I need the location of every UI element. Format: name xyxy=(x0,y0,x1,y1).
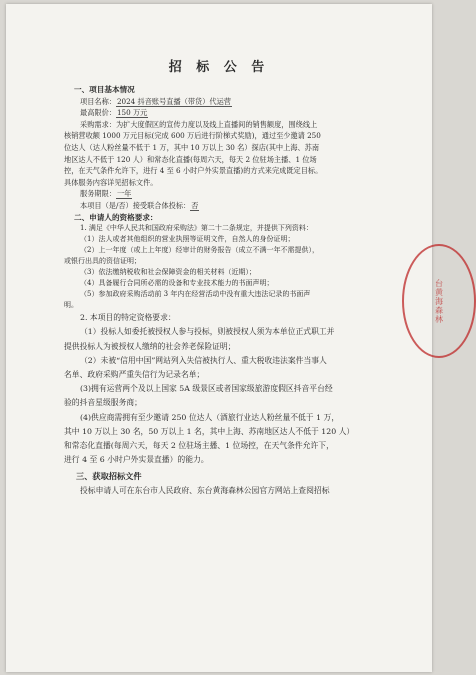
section-3-heading: 三、获取招标文件 xyxy=(76,471,142,482)
qualification-line: 验的抖音星级服务商； xyxy=(64,398,142,408)
qualification-line: （2）上一年度（或上上年度）经审计的财务报告（成立不满一年不需提供）， xyxy=(80,246,319,255)
section-1-heading: 一、项目基本情况 xyxy=(74,85,135,94)
specific-requirements xyxy=(64,311,418,498)
qualification-line: （3）依法缴纳税收和社会保障资金的相关材料（近期）； xyxy=(80,268,256,277)
service-period-line xyxy=(64,188,418,200)
qualification-line: （4）具备履行合同所必需的设备和专业技术能力的书面声明； xyxy=(80,279,274,288)
qualification-line: 进行 4 至 6 小时户外实景直播）的能力。 xyxy=(64,455,209,465)
consortium-label: 本项目（是/否）接受联合体投标： xyxy=(80,200,191,210)
document-page xyxy=(6,4,444,672)
section-2-heading: 二、申请人的资格要求： xyxy=(74,212,158,222)
price-label: 最高限价： xyxy=(80,108,116,118)
qualification-line: （1）法人或者其他组织的营业执照等证明文件，自然人的身份证明； xyxy=(80,235,295,244)
qualification-line: （2）未被“信用中国”网站列入失信被执行人、重大税收违法案件当事人 xyxy=(80,355,327,365)
page-title: 招 标 公 告 xyxy=(168,60,270,75)
requirement-line: 位达人（达人粉丝量不低于 1 万，其中 10 万以上 30 名）探店(其中上海、苏南 xyxy=(64,142,320,152)
qualification-line: 提供投标人为被授权人缴纳的社会养老保险证明； xyxy=(64,341,236,351)
requirement-line: 控，在天气条件允许下，进行 4 至 6 小时户外实景直播)的方式来完成既定目标。 xyxy=(64,166,323,176)
requirement-line: 地区达人不低于 120 人）和常态化直播(每周六天，每天 2 位驻场主播、1 位场 xyxy=(64,154,317,164)
price-line xyxy=(64,107,418,119)
service-period-value: 一年 xyxy=(116,189,132,199)
project-name-value: 2024 抖音账号直播（带货）代运营 xyxy=(116,96,231,106)
project-name-label: 项目名称： xyxy=(80,96,116,106)
requirement-line: 采购需求：为扩大度假区的宣传力度以及线上直播间的销售额度，围绕线上 xyxy=(80,119,318,129)
consortium-value: 否 xyxy=(191,200,199,210)
qualification-line: 或银行出具的资信证明； xyxy=(64,257,141,266)
project-name-line xyxy=(64,96,418,108)
price-value: 150 万元 xyxy=(116,108,148,118)
qualification-line: (4)供应商需拥有至少邀请 250 位达人（酒旅行业达人粉丝量不低于 1 万， xyxy=(80,412,340,422)
section-3-body: 投标申请人可在东台市人民政府、东台黄海森林公园官方网站上查阅招标 xyxy=(80,485,330,495)
requirement-line: 具体服务内容详见招标文件。 xyxy=(64,177,158,187)
qualification-line: 明。 xyxy=(64,301,78,310)
stamp-text: 台黄海森林 xyxy=(434,278,444,324)
qualification-line: （1）投标人如委托被授权人参与投标，则被授权人须为本单位正式职工并 xyxy=(80,327,335,337)
qualification-line: 1. 满足《中华人民共和国政府采购法》第二十二条规定，并提供下列资料： xyxy=(80,224,313,233)
qualification-line: 名单、政府采购严重失信行为记录名单； xyxy=(64,369,205,379)
requirement-line: 核销营收额 1000 万元目标(完成 600 万后进行阶梯式奖励)，通过至少邀请 250 xyxy=(64,131,321,141)
document-body xyxy=(64,84,418,498)
consortium-line xyxy=(64,200,418,212)
service-period-label: 服务期限： xyxy=(80,189,116,199)
qualification-line: 2. 本项目的特定资格要求： xyxy=(80,313,176,323)
qualification-line: 和常态化直播(每周六天，每天 2 位驻场主播、1 位场控，在天气条件允许下， xyxy=(64,440,334,450)
qualification-line: （5）参加政府采购活动前 3 年内在经营活动中没有重大违法记录的书面声 xyxy=(80,290,311,299)
qualification-line: (3)拥有运营两个及以上国家 5A 级景区或者国家级旅游度假区抖音平台经 xyxy=(80,384,333,394)
qualification-line: 其中 10 万以上 30 名，50 万以上 1 名，其中上海、苏南地区达人不低于 120 人） xyxy=(64,426,355,436)
official-seal-stamp xyxy=(402,244,476,358)
